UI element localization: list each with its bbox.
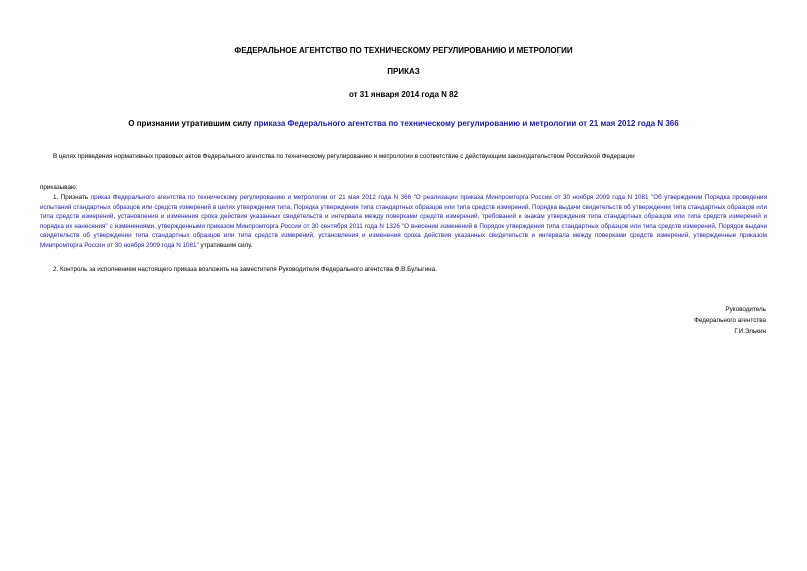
item-1-prefix: 1. Признать bbox=[53, 194, 91, 201]
document-type: ПРИКАЗ bbox=[387, 67, 420, 76]
agency-name: ФЕДЕРАЛЬНОЕ АГЕНТСТВО ПО ТЕХНИЧЕСКОМУ РЕГУЛИРОВАНИЮ И МЕТРОЛОГИИ bbox=[234, 46, 573, 55]
item-1-suffix: утратившим силу. bbox=[198, 241, 253, 249]
order-word: приказываю: bbox=[40, 184, 78, 191]
item-1-link[interactable]: приказ Федерального агентства по техническому регулированию и метрологии от 21 мая 2012 года N 366 "О реализации приказа Минпромторга России от 30 ноября 2009 года N 1081 "Об утверждении Порядка проведения испытаний стандартных образцов или средств измерений в целях утверждения типа, Порядка утверждения типа стандартных образцов или типа средств измерений, Порядка выдачи свидетельств об утверждении типа стандартных образцов или типа средств измерений, установления и изменения срока действия указанных свидетельств и интервала между поверками средств измерений, требований к знакам утверждения типа стандартных образцов или типа средств измерений и порядка их нанесения" с изменениями, утвержденными приказом Минпромторга России от 30 сентября 2011 года N 1326 "О внесении изменений в Порядок утверждения типа стандартных образцов или типа средств измерений, Порядок выдачи свидетельств об утверждении типа стандартных образцов или типа средств измерений, установления и изменения срока действия указанных свидетельств и интервала между поверками средств измерений, утвержденные приказом Минпромторга России от 30 ноября 2009 года N 1081" bbox=[40, 194, 767, 249]
signature-title-1: Руководитель bbox=[725, 306, 766, 313]
document-date-number: от 31 января 2014 года N 82 bbox=[348, 90, 459, 99]
title-link[interactable]: приказа Федерального агентства по техническому регулированию и метрологии от 21 мая 2012 года N 366 bbox=[253, 119, 679, 128]
preamble: В целях приведения нормативных правовых актов Федерального агентства по техническому регулированию и метрологии в соответствие с действующим законодательством Российской Федерации bbox=[53, 153, 635, 160]
signature-title-2: Федерального агентства bbox=[694, 317, 766, 324]
item-1 bbox=[40, 193, 767, 250]
signature-name: Г.И.Элькин bbox=[734, 328, 766, 335]
title-prefix: О признании утратившим силу bbox=[128, 119, 254, 128]
document-title bbox=[0, 119, 807, 129]
item-2: 2. Контроль за исполнением настоящего приказа возложить на заместителя Руководителя Федерального агентства Ф.В.Булыгина. bbox=[53, 266, 437, 273]
